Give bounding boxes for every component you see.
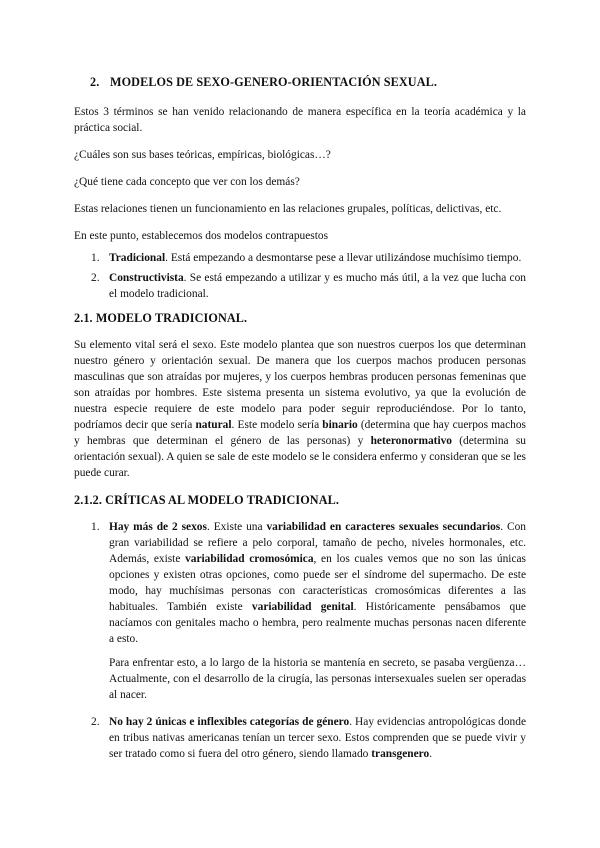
criticism-list (74, 519, 526, 647)
relations-paragraph: Estas relaciones tienen un funcionamiento en las relaciones grupales, políticas, delictivas, etc. (74, 203, 502, 215)
models-list (74, 250, 526, 302)
criticism-list-continued (74, 714, 526, 762)
section-heading-2 (90, 74, 526, 90)
list-item: 2. Constructivista. Se está empezando a utilizar y es mucho más útil, a la vez que lucha con el modelo tradicional. (91, 272, 526, 300)
continuation-paragraph: Para enfrentar esto, a lo largo de la historia se mantenía en secreto, se pasaba vergüenza… Actualmente, con el desarrollo de la cirugía, las personas intersexuales suelen ser operadas al nacer. (109, 657, 526, 701)
document-page (74, 74, 526, 770)
models-intro-paragraph: En este punto, establecemos dos modelos contrapuestos (74, 230, 329, 242)
list-item: 1. Tradicional. Está empezando a desmontarse pese a llevar utilizándose muchísimo tiempo. (91, 252, 522, 264)
section-title: MODELOS DE SEXO-GENERO-ORIENTACIÓN SEXUAL. (110, 75, 437, 89)
list-item: 1. Hay más de 2 sexos. Existe una variabilidad en caracteres sexuales secundarios. Con gran variabilidad se refiere a pelo corporal, tamaño de pecho, niveles hormonales, etc. Además, existe variabilidad cromosómica, en los cuales vemos que no son las únicas opciones y existen otras opciones, como puede ser el síndrome del supermacho. De este modo, hay muchísimas personas con características cromosómicas diferentes a las habituales. También existe variabilidad genital. Históricamente pensábamos que nacíamos con genitales macho o hembra, pero realmente muchas personas nacen diferente a esto. (91, 521, 527, 645)
list-item: 2. No hay 2 únicas e inflexibles categorías de género. Hay evidencias antropológicas donde en tribus nativas americanas tenían un tercer sexo. Estos comprenden que se puede vivir y ser tratado como si fuera del otro género, siendo llamado transgenero. (91, 716, 526, 760)
traditional-model-paragraph: Su elemento vital será el sexo. Este modelo plantea que son nuestros cuerpos los que determinan nuestro género y orientación sexual. De manera que los cuerpos machos producen personas masculinas que son atraídas por mujeres, y los cuerpos hembras producen personas femeninas que son atraídas por hombres. Este sistema presenta un sistema evolutivo, ya que la evolución de nuestra especie requiere de este modelo para poder seguir reproduciéndose. Por lo tanto, podríamos decir que sería natural. Este modelo sería binario (determina que hay cuerpos machos y hembras que determinan el género de las personas) y heteronormativo (determina su orientación sexual). A quien se sale de este modelo se le considera enfermo y consideran que se les puede curar. (74, 339, 526, 479)
section-number: 2. (90, 75, 100, 89)
section-heading-2-1: 2.1. MODELO TRADICIONAL. (74, 311, 248, 325)
question-paragraph: ¿Qué tiene cada concepto que ver con los demás? (74, 176, 300, 188)
question-paragraph: ¿Cuáles son sus bases teóricas, empíricas, biológicas…? (74, 149, 331, 161)
section-heading-2-1-2: 2.1.2. CRÍTICAS AL MODELO TRADICIONAL. (74, 493, 339, 507)
intro-paragraph: Estos 3 términos se han venido relacionando de manera específica en la teoría académica y la práctica social. (74, 106, 526, 134)
